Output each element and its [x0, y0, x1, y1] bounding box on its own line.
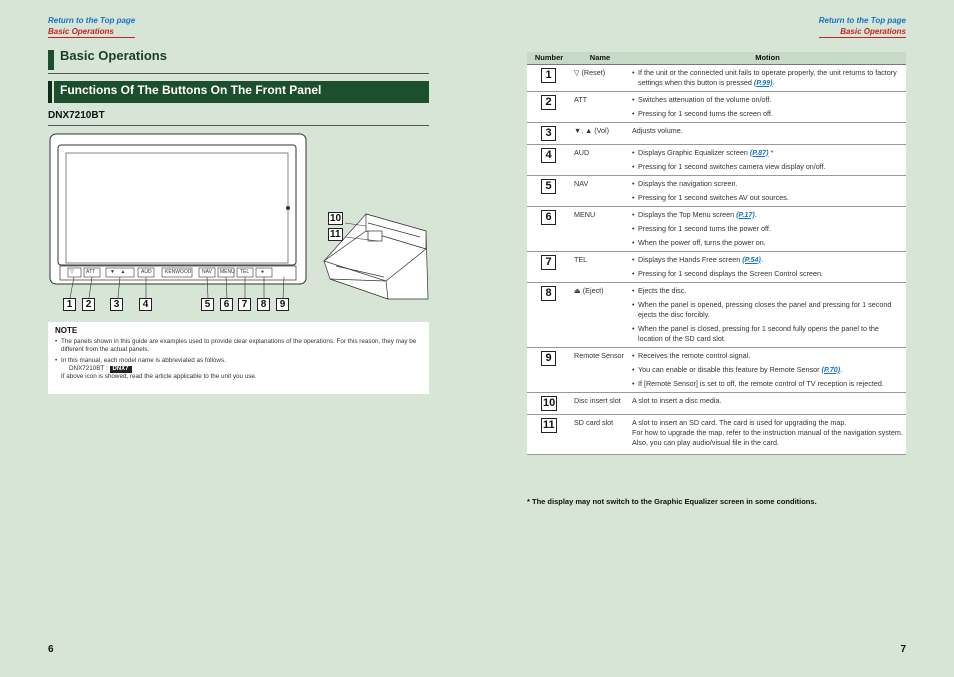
row-motion [629, 144, 906, 175]
row-name: ▽ (Reset) [571, 64, 629, 91]
table-row [527, 144, 906, 175]
row-name: MENU [571, 206, 629, 251]
section-title: Basic Operations [60, 48, 167, 63]
note-title: NOTE [55, 326, 78, 335]
basic-operations-link-right[interactable]: Basic Operations [819, 26, 906, 38]
front-panel-drawing [48, 131, 429, 319]
table-row [527, 347, 906, 392]
top-links-left [48, 15, 135, 38]
nav-button-label[interactable]: NAV [202, 269, 212, 275]
return-top-link[interactable]: Return to the Top page [48, 16, 136, 25]
row-name: AUD [571, 144, 629, 175]
reset-button-label[interactable]: ▽ [70, 269, 74, 275]
row-number: 2 [541, 95, 556, 110]
motion-bullet: • Pressing for 1 second switches camera view display on/off. [632, 162, 903, 172]
col-motion: Motion [629, 52, 906, 64]
motion-bullet: • When the power off, turns the power on. [632, 238, 903, 248]
motion-bullet: • Pressing for 1 second turns the power off. [632, 224, 903, 234]
motion-bullet: • Displays the navigation screen. [632, 179, 903, 189]
motion-bullet: • Pressing for 1 second switches AV out sources. [632, 193, 903, 203]
device-illustration [48, 131, 429, 319]
callout-3: 3 [110, 298, 123, 311]
row-motion [629, 251, 906, 282]
return-top-link-right[interactable]: Return to the Top page [818, 16, 906, 25]
row-motion [629, 91, 906, 122]
note-item-1: • The panels shown in this guide are examples used to provide clear explanations of the operations. For this reason, they may be different from the actual panels. [55, 338, 422, 354]
table-header-row [527, 52, 906, 64]
subsection-heading [48, 81, 429, 103]
motion-bullet: • Switches attenuation of the volume on/off. [632, 95, 903, 105]
callout-9: 9 [276, 298, 289, 311]
att-button-label[interactable]: ATT [86, 269, 96, 275]
subsection-title: Functions Of The Buttons On The Front Panel [60, 83, 322, 97]
motion-bullet: • Receives the remote control signal. [632, 351, 903, 361]
motion-bullet: • When the panel is opened, pressing closes the panel and pressing for 1 second ejects the disc forcibly. [632, 300, 903, 320]
row-name: Remote Sensor [571, 347, 629, 392]
page-number-left: 6 [48, 644, 54, 655]
motion-bullet: • Ejects the disc. [632, 286, 903, 296]
row-name: ⏏ (Eject) [571, 282, 629, 347]
table-row [527, 122, 906, 144]
row-motion: A slot to insert a disc media. [629, 392, 906, 414]
model-heading: DNX7210BT [48, 110, 429, 126]
table-row [527, 206, 906, 251]
row-motion [629, 64, 906, 91]
volume-button-label[interactable]: ▼ ▲ [110, 269, 126, 275]
motion-bullet: • Pressing for 1 second displays the Screen Control screen. [632, 269, 903, 279]
brand-logo: KENWOOD [165, 269, 192, 275]
motion-bullet: • Displays the Top Menu screen (P.17). [632, 210, 903, 220]
row-motion [629, 206, 906, 251]
motion-line: A slot to insert an SD card. The card is used for upgrading the map. [632, 417, 847, 427]
functions-table [527, 52, 906, 455]
page-number-right: 7 [900, 644, 906, 655]
model-badge: DNX7 [110, 366, 132, 373]
subheading-bar [48, 81, 54, 103]
row-motion [629, 282, 906, 347]
callout-10: 10 [330, 213, 342, 224]
page-link[interactable]: (P.87) [749, 147, 769, 157]
table-row [527, 91, 906, 122]
table-row [527, 251, 906, 282]
eject-button-label[interactable]: ● [261, 269, 265, 275]
row-number: 6 [541, 210, 556, 225]
table-row [527, 414, 906, 454]
row-name: NAV [571, 175, 629, 206]
motion-line: For how to upgrade the map, refer to the instruction manual of the navigation system. [632, 427, 903, 437]
callout-1: 1 [63, 298, 76, 311]
page-link[interactable]: (P.99) [753, 77, 773, 87]
callout-11: 11 [330, 229, 341, 240]
row-motion: Adjusts volume. [629, 122, 906, 144]
row-number: 7 [541, 255, 556, 270]
col-number: Number [527, 52, 571, 64]
row-number: 9 [541, 351, 556, 366]
note-model-name: DNX7210BT : [69, 365, 108, 372]
callout-6: 6 [220, 298, 233, 311]
motion-bullet: • Displays the Hands Free screen (P.54). [632, 255, 903, 265]
note-model-line [55, 365, 422, 373]
row-number: 1 [541, 68, 556, 83]
callout-2: 2 [82, 298, 95, 311]
table-row [527, 175, 906, 206]
basic-operations-link[interactable]: Basic Operations [48, 26, 135, 38]
callout-4: 4 [139, 298, 152, 311]
motion-bullet: • You can enable or disable this feature by Remote Sensor (P.70). [632, 365, 903, 375]
page-link[interactable]: (P.70) [821, 364, 841, 374]
row-name: Disc insert slot [571, 392, 629, 414]
row-name: SD card slot [571, 414, 629, 454]
row-name: ▼, ▲ (Vol) [571, 122, 629, 144]
row-name: TEL [571, 251, 629, 282]
motion-bullet: • If [Remote Sensor] is set to off, the remote control of TV reception is rejected. [632, 379, 903, 389]
row-name: ATT [571, 91, 629, 122]
col-name: Name [571, 52, 629, 64]
motion-bullet: • Displays Graphic Equalizer screen (P.87) * [632, 148, 903, 158]
top-links-right [819, 15, 906, 38]
aud-button-label[interactable]: AUD [141, 269, 152, 275]
motion-bullet: • If the unit or the connected unit fails to operate properly, the unit returns to factory settings when this button is pressed (P.99). [632, 68, 903, 88]
table-row [527, 392, 906, 414]
motion-bullet: • Pressing for 1 second turns the screen off. [632, 109, 903, 119]
table-row [527, 64, 906, 91]
row-number: 8 [541, 286, 556, 301]
row-motion [629, 175, 906, 206]
motion-line: Also, you can play audio/visual file in the card. [632, 437, 780, 447]
row-number: 3 [541, 126, 556, 141]
footnote: * The display may not switch to the Graphic Equalizer screen in some conditions. [527, 497, 817, 506]
heading-bar [48, 50, 54, 70]
callout-5: 5 [201, 298, 214, 311]
note-item-2 [55, 357, 422, 365]
callout-7: 7 [238, 298, 251, 311]
row-number: 5 [541, 179, 556, 194]
row-motion [629, 347, 906, 392]
callout-8: 8 [257, 298, 270, 311]
tel-button-label[interactable]: TEL [240, 269, 250, 275]
note-box [48, 322, 429, 394]
row-number: 10 [543, 396, 556, 409]
note-item-2-text: In this manual, each model name is abbreviated as follows. [61, 357, 226, 364]
page-link[interactable]: (P.54) [742, 254, 761, 264]
note-tail: If above icon is showed, read the article applicable to the unit you use. [61, 373, 257, 380]
section-heading [48, 48, 429, 74]
menu-button-label[interactable]: MENU [220, 269, 235, 275]
row-number: 4 [541, 148, 556, 163]
page-link[interactable]: (P.17) [736, 209, 755, 219]
table-row [527, 282, 906, 347]
motion-bullet: • When the panel is closed, pressing for 1 second fully opens the panel to the location of the SD card slot. [632, 324, 903, 344]
row-motion [629, 414, 906, 454]
row-number: 11 [543, 418, 555, 431]
